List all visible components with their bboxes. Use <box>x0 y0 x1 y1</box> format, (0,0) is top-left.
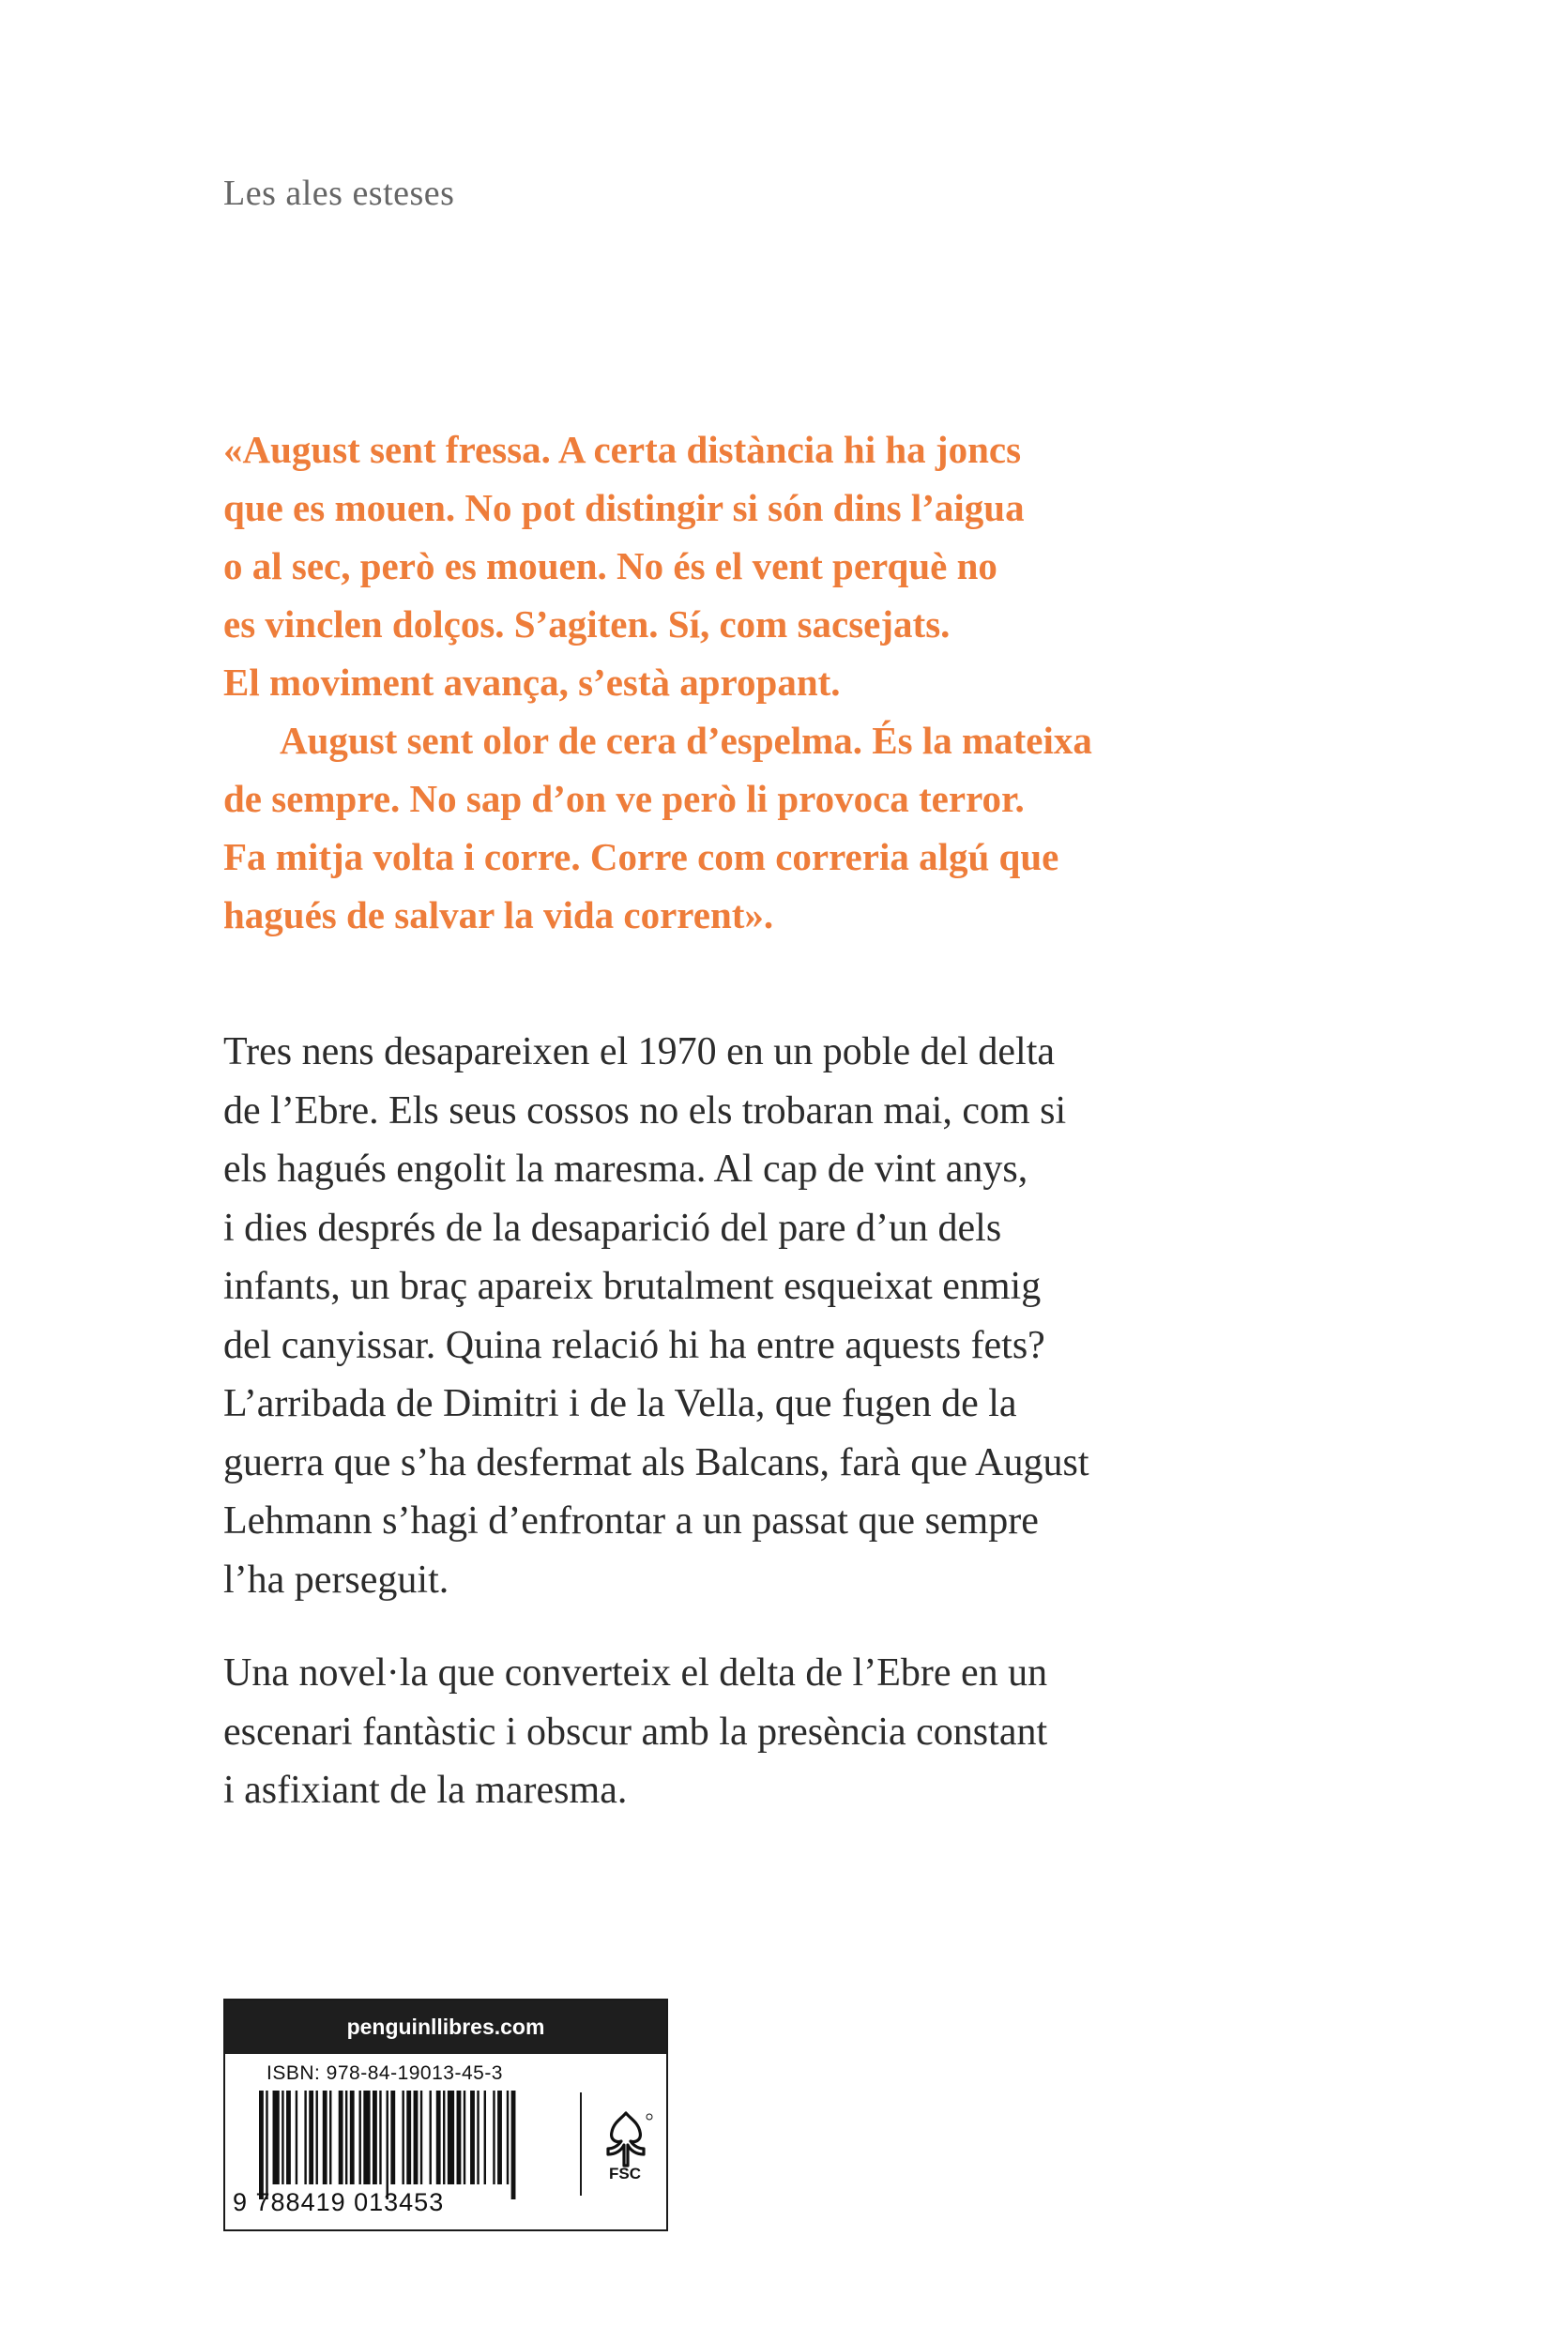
synopsis-paragraph <box>223 1023 1302 1609</box>
quote-line: de sempre. No sap d’on ve però li provoca terror. <box>223 777 1025 820</box>
barcode-bar <box>406 2091 411 2184</box>
publisher-website: penguinllibres.com <box>225 2000 666 2054</box>
barcode-bar <box>420 2091 422 2184</box>
barcode-bar <box>497 2091 502 2184</box>
quote-line: Fa mitja volta i corre. Corre com correria algú que <box>223 835 1059 878</box>
synopsis-line: infants, un braç apareix brutalment esqueixat enmig <box>223 1265 1042 1308</box>
barcode-bar <box>379 2091 381 2184</box>
barcode-bar <box>477 2091 479 2184</box>
barcode-bar <box>266 2091 267 2199</box>
barcode-bar <box>329 2091 331 2184</box>
quote-line: hagués de salvar la vida corrent». <box>223 893 774 936</box>
barcode-bar <box>430 2091 432 2184</box>
synopsis-line: guerra que s’ha desfermat als Balcans, farà que August <box>223 1440 1089 1484</box>
barcode-bar <box>511 2091 516 2199</box>
barcode-bar <box>402 2091 403 2184</box>
quote-line: August sent olor de cera d’espelma. És la mateixa <box>280 719 1092 762</box>
synopsis-line: L’arribada de Dimitri i de la Vella, que fugen de la <box>223 1382 1017 1425</box>
barcode-bar <box>358 2091 360 2184</box>
barcode-bar <box>448 2091 454 2184</box>
barcode-bar <box>273 2091 280 2184</box>
barcode-bar <box>507 2091 509 2184</box>
barcode-bar <box>259 2091 264 2199</box>
synopsis-line: del canyissar. Quina relació hi ha entre aquests fets? <box>223 1323 1045 1367</box>
isbn-label: ISBN: 978-84-19013-45-3 <box>266 2062 503 2084</box>
barcode-box <box>223 1999 668 2231</box>
barcode-bar <box>464 2091 465 2184</box>
barcode-bar <box>443 2091 445 2184</box>
barcode-bar <box>282 2091 283 2184</box>
quote-line: que es mouen. No pot distingir si són dins l’aigua <box>223 486 1025 529</box>
barcode-bar <box>414 2091 419 2184</box>
closing-line: Una novel·la que converteix el delta de l’Ebre en un <box>223 1651 1048 1695</box>
barcode-bar <box>387 2091 388 2199</box>
barcode-bar <box>363 2091 370 2184</box>
barcode-bar <box>484 2091 486 2184</box>
barcode-bar <box>457 2091 462 2184</box>
barcode-bar <box>286 2091 291 2184</box>
quote-line: El moviment avança, s’està apropant. <box>223 661 841 704</box>
barcode-bar <box>493 2091 495 2184</box>
quote-line: o al sec, però es mouen. No és el vent perquè no <box>223 544 997 587</box>
barcode-bar <box>304 2091 306 2184</box>
closing-paragraph <box>223 1644 1302 1820</box>
barcode-bar <box>436 2091 441 2184</box>
series-title: Les ales esteses <box>223 174 455 213</box>
synopsis-line: Tres nens desapareixen el 1970 en un poble del delta <box>223 1030 1056 1073</box>
synopsis-line: i dies després de la desaparició del pare d’un dels <box>223 1206 1002 1250</box>
barcode-bar <box>350 2091 355 2184</box>
barcode-bars <box>253 2091 572 2199</box>
barcode-bar <box>339 2091 343 2184</box>
synopsis-line: de l’Ebre. Els seus cossos no els trobaran mai, com si <box>223 1088 1067 1133</box>
quote-line: «August sent fressa. A certa distància hi ha joncs <box>223 428 1022 471</box>
excerpt-quote <box>223 420 1274 944</box>
barcode-bar <box>316 2091 318 2184</box>
barcode-bar <box>296 2091 297 2184</box>
synopsis-line: l’ha perseguit. <box>223 1558 449 1602</box>
synopsis-line: Lehmann s’hagi d’enfrontar a un passat que sempre <box>223 1499 1039 1543</box>
closing-line: escenari fantàstic i obscur amb la presència constant <box>223 1710 1048 1754</box>
barcode-bar <box>470 2091 475 2184</box>
barcode-bar <box>345 2091 347 2184</box>
fsc-label: FSC <box>609 2165 641 2183</box>
divider <box>580 2092 582 2196</box>
synopsis-line: els hagués engolit la maresma. Al cap de vint anys, <box>223 1148 1028 1191</box>
barcode-bar <box>323 2091 327 2184</box>
quote-line: es vinclen dolços. S’agiten. Sí, com sacsejats. <box>223 602 951 646</box>
barcode-bar <box>390 2091 395 2184</box>
barcode-bar <box>309 2091 313 2184</box>
barcode-bar <box>373 2091 377 2184</box>
closing-line: i asfixiant de la maresma. <box>223 1769 628 1812</box>
barcode-digits: 9 788419 013453 <box>233 2188 445 2216</box>
